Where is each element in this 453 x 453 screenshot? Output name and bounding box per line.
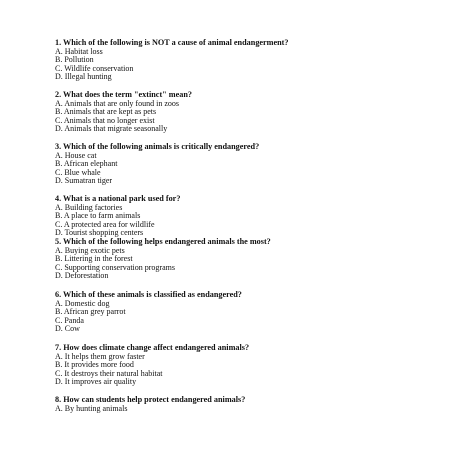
answer-option: C. Blue whale bbox=[55, 167, 101, 177]
question-6 bbox=[55, 290, 435, 334]
question-text: 6. Which of these animals is classified as endangered? bbox=[55, 290, 242, 299]
answer-option: B. Pollution bbox=[55, 55, 94, 65]
answer-option: C. Supporting conservation programs bbox=[55, 262, 175, 272]
answer-option: A. Building factories bbox=[55, 203, 123, 212]
answer-option: C. A protected area for wildlife bbox=[55, 219, 155, 229]
answer-option: B. A place to farm animals bbox=[55, 211, 141, 221]
question-text: 2. What does the term "extinct" mean? bbox=[55, 90, 192, 99]
answer-option: A. Habitat loss bbox=[55, 47, 103, 56]
question-4 bbox=[55, 194, 435, 238]
answer-option: D. Tourist shopping centers bbox=[55, 228, 144, 238]
question-text: 4. What is a national park used for? bbox=[55, 194, 181, 203]
question-2 bbox=[55, 90, 435, 134]
question-3 bbox=[55, 142, 435, 186]
answer-option: A. House cat bbox=[55, 151, 97, 160]
answer-option: B. African elephant bbox=[55, 159, 118, 169]
question-text: 1. Which of the following is NOT a cause of animal endangerment? bbox=[55, 38, 289, 47]
question-8 bbox=[55, 395, 435, 413]
answer-option: B. Animals that are kept as pets bbox=[55, 107, 157, 117]
answer-option: B. It provides more food bbox=[55, 360, 134, 370]
answer-option: B. Littering in the forest bbox=[55, 254, 133, 264]
question-7 bbox=[55, 343, 435, 387]
answer-option: A. It helps them grow faster bbox=[55, 352, 145, 361]
answer-option: D. Cow bbox=[55, 324, 80, 334]
answer-option: D. Deforestation bbox=[55, 271, 109, 281]
answer-option: D. Sumatran tiger bbox=[55, 176, 113, 186]
answer-option: A. Buying exotic pets bbox=[55, 246, 125, 255]
answer-option: C. Panda bbox=[55, 315, 84, 325]
answer-option: C. Animals that no longer exist bbox=[55, 115, 155, 125]
question-1 bbox=[55, 38, 435, 82]
question-text: 8. How can students help protect endangered animals? bbox=[55, 395, 246, 404]
answer-option: A. Animals that are only found in zoos bbox=[55, 99, 179, 108]
answer-option: D. It improves air quality bbox=[55, 377, 137, 387]
question-text: 3. Which of the following animals is critically endangered? bbox=[55, 142, 260, 151]
answer-option: D. Animals that migrate seasonally bbox=[55, 124, 168, 134]
answer-option: A. Domestic dog bbox=[55, 299, 110, 308]
answer-option: C. Wildlife conservation bbox=[55, 63, 134, 73]
answer-option: C. It destroys their natural habitat bbox=[55, 368, 163, 378]
question-5 bbox=[55, 237, 435, 281]
question-text: 5. Which of the following helps endangered animals the most? bbox=[55, 237, 271, 246]
question-text: 7. How does climate change affect endangered animals? bbox=[55, 343, 250, 352]
answer-option: D. Illegal hunting bbox=[55, 72, 112, 82]
answer-option: B. African grey parrot bbox=[55, 307, 126, 317]
answer-option: A. By hunting animals bbox=[55, 404, 128, 413]
